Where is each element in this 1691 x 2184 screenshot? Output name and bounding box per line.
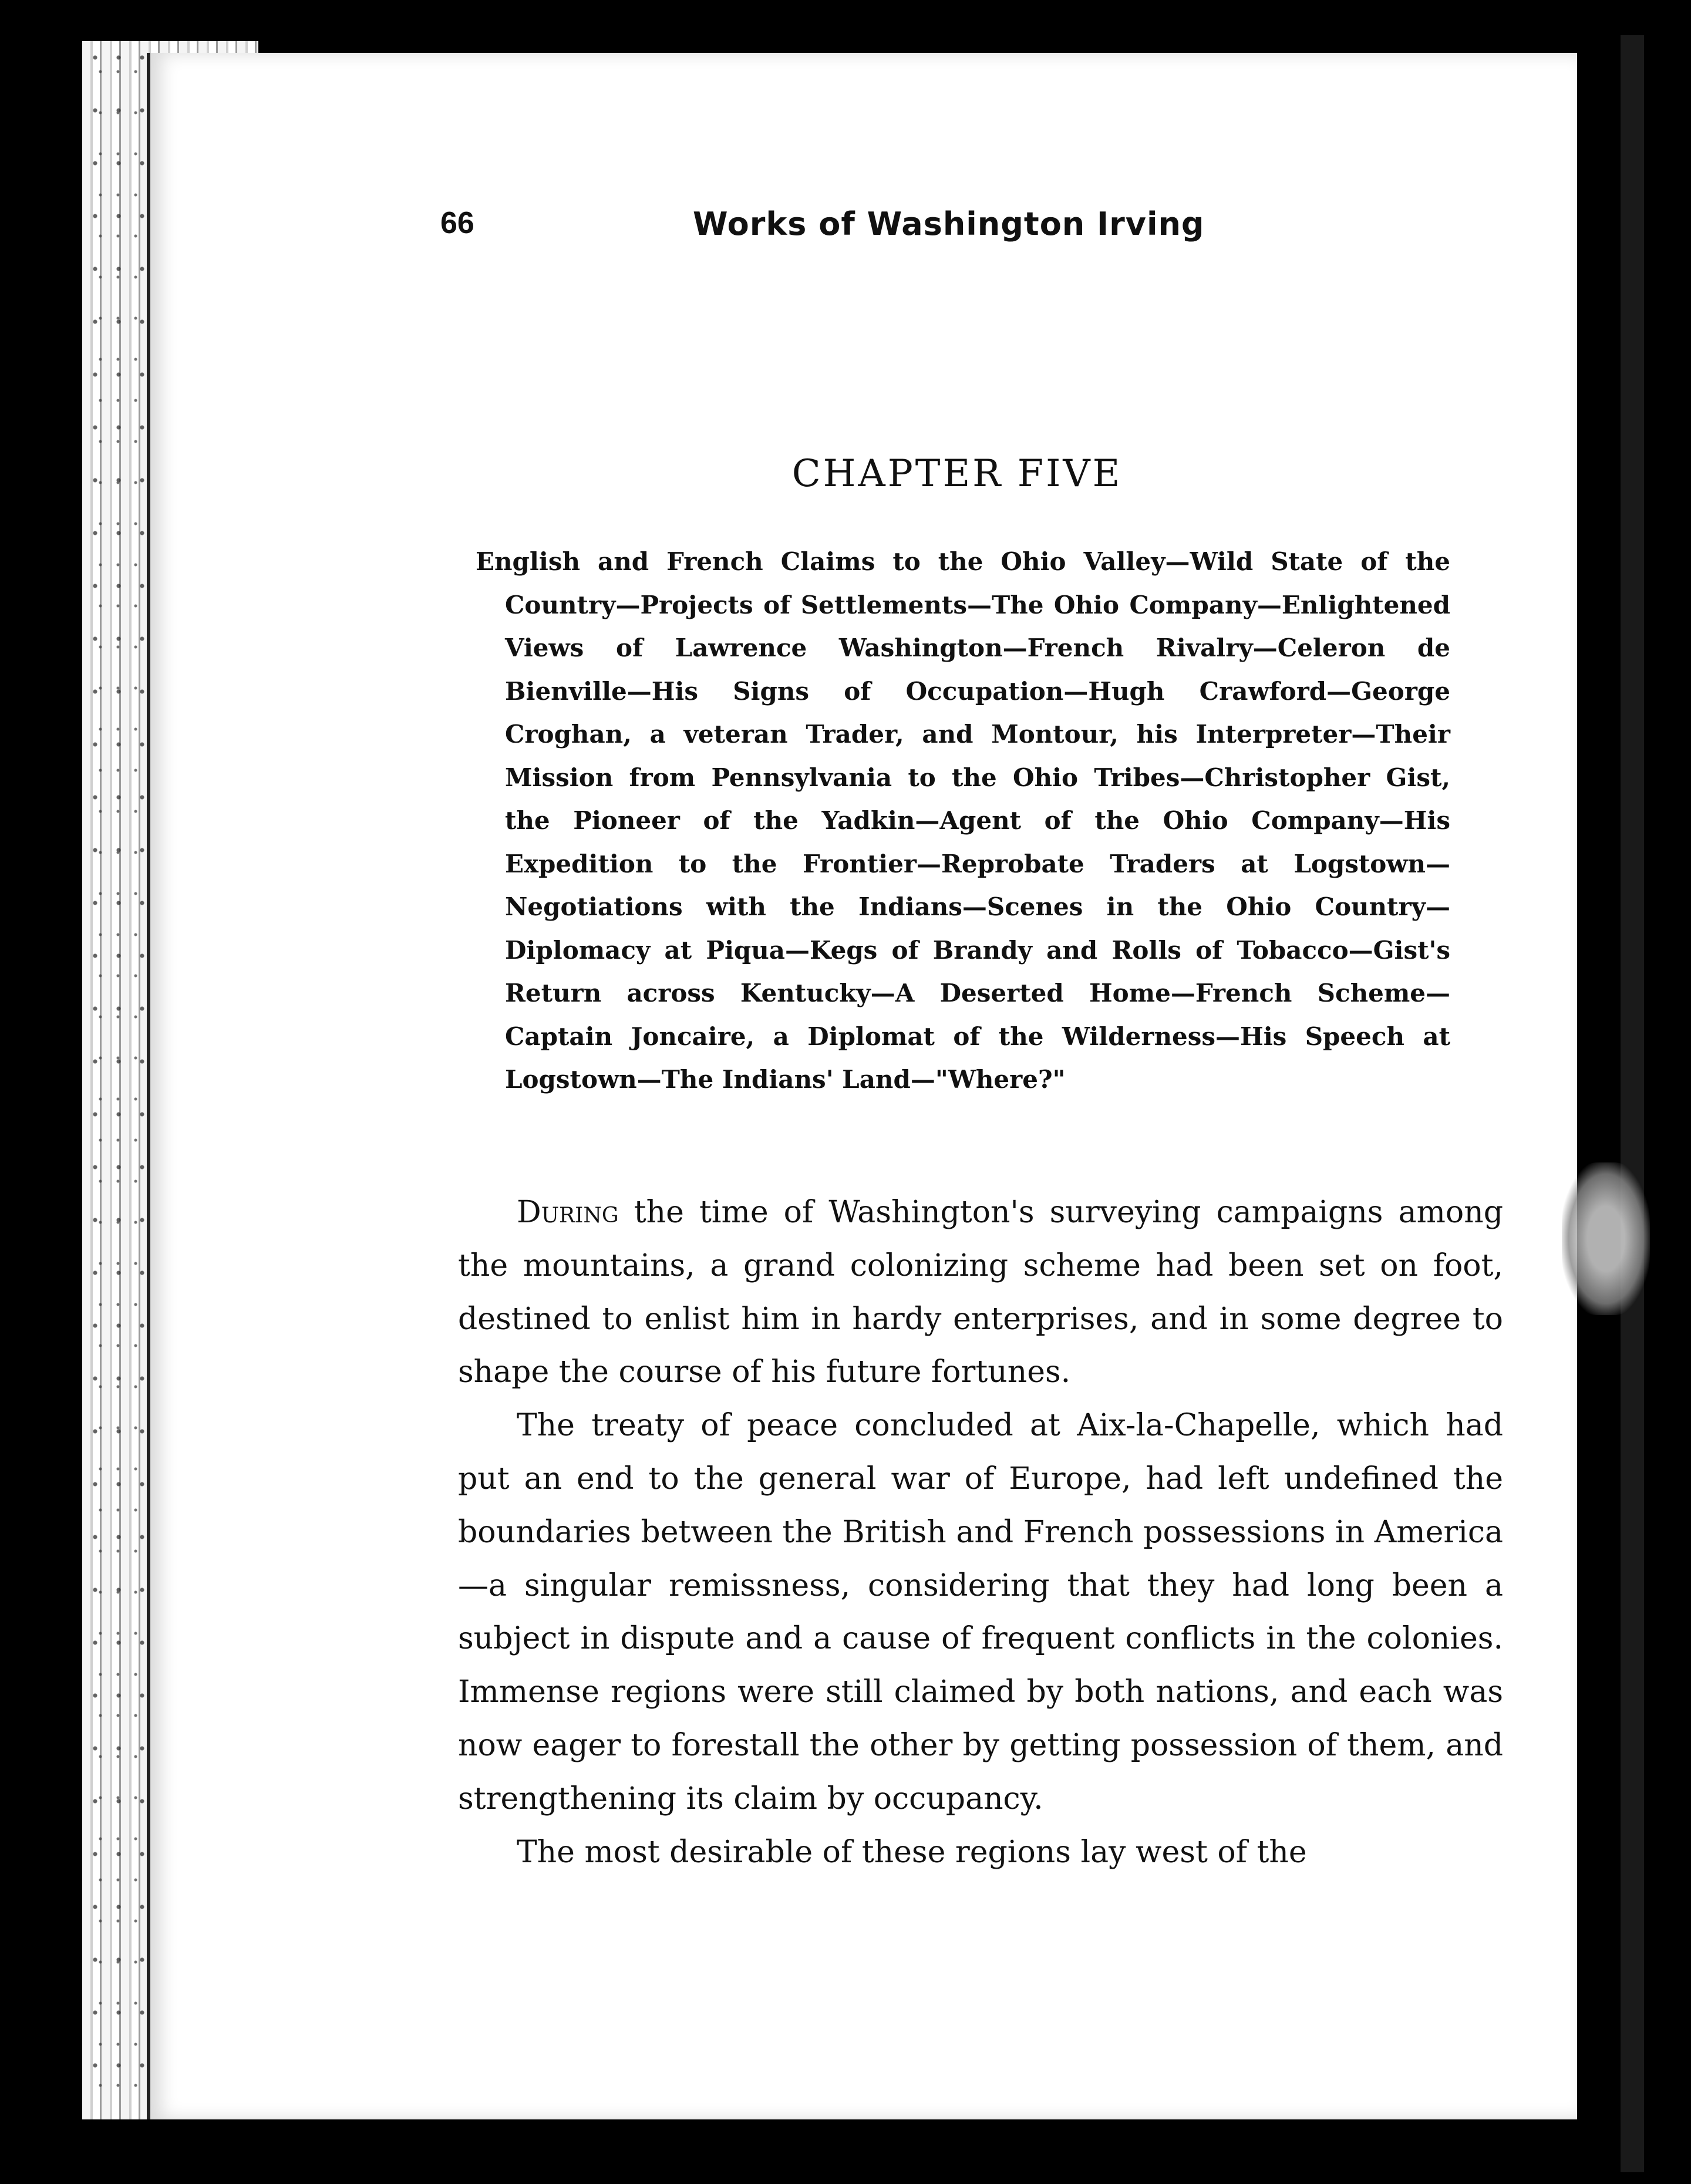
running-head: [440, 205, 1321, 258]
paper-stain: [1562, 1162, 1650, 1315]
paragraph-2: The treaty of peace concluded at Aix-la-Chapelle, which had put an end to the general war of Europe, had left undefined the boundaries between the British and French possessions in America—a singular remissness, considering that they had long been a subject in dispute and a cause of frequent conflicts in the colonies. Immense regions were still claimed by both nations, and each was now eager to forestall the other by getting possession of them, and strengthening its claim by occupancy.: [458, 1408, 1503, 1816]
chapter-summary: English and French Claims to the Ohio Valley—Wild State of the Country—Projects of Settlements—The Ohio Company—Enlightened Views of Lawrence Washington—French Rivalry—Celeron de Bienville—His Signs of Occupation—Hugh Crawford—George Croghan, a veteran Trader, and Montour, his Interpreter—Their Mission from Pennsylvania to the Ohio Tribes—Christopher Gist, the Pioneer of the Yadkin—Agent of the Ohio Company—His Expedition to the Frontier—Reprobate Traders at Logstown—Negotiations with the Indians—Scenes in the Ohio Country—Diplomacy at Piqua—Kegs of Brandy and Rolls of Tobacco—Gist's Return across Kentucky—A Deserted Home—French Scheme—Captain Joncaire, a Diplomat of the Wilderness—His Speech at Logstown—The Indians' Land—"Where?": [476, 547, 1450, 1094]
chapter-title: CHAPTER FIVE: [791, 452, 1123, 496]
paragraph-1: [458, 1186, 1503, 1399]
book-gutter: [1574, 35, 1691, 2172]
paragraph-3: The most desirable of these regions lay west of the: [517, 1834, 1307, 1870]
paragraph-1-text: the time of Washington's surveying campaigns among the mountains, a grand colonizing scheme had been set on foot, destined to enlist him in hardy enterprises, and in some degree to shape the course of his future fortunes.: [458, 1195, 1503, 1390]
body-text: [458, 1186, 1503, 1879]
drop-lead-word: During: [517, 1195, 619, 1230]
page-number: 66: [440, 206, 474, 240]
running-title: Works of Washington Irving: [693, 205, 1205, 242]
